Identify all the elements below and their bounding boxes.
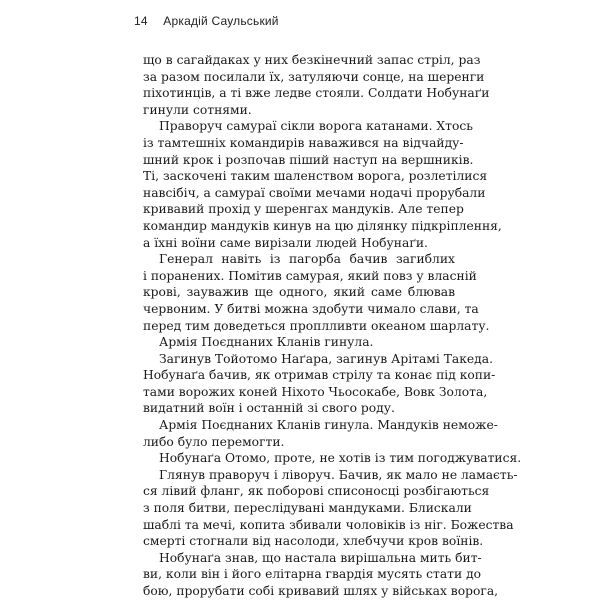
running-head bbox=[134, 14, 279, 28]
text-line: шний крок і розпочав піший наступ на вершників. bbox=[143, 152, 474, 167]
text-line: бою, прорубати собі кривавий шлях у військах ворога, bbox=[143, 584, 499, 598]
text-line: навсібіч, а самураї своїми мечами нодачі прорубали bbox=[143, 185, 486, 200]
text-line: за разом посилали їх, затуляючи сонце, на шеренги bbox=[143, 69, 485, 84]
text-line: ви, коли він і його елітарна гвардія мусять стати до bbox=[143, 567, 482, 582]
text-line: Армія Поєднаних Кланів гинула. Мандуків неможе- bbox=[159, 418, 498, 433]
paragraph bbox=[143, 351, 496, 417]
text-line: шаблі та мечі, копита збивали чоловіків із ніг. Божества bbox=[143, 517, 514, 532]
text-line: Генерал навіть із пагорба бачив загиблих bbox=[159, 252, 455, 267]
text-line: командир мандуків кинув на цю ділянку підкріплення, bbox=[143, 218, 502, 233]
text-line: піхотинців, а ті вже ледве стояли. Солдати Нобунаґи bbox=[143, 86, 490, 101]
paragraph bbox=[143, 118, 502, 251]
page-number: 14 bbox=[134, 14, 148, 28]
paragraph bbox=[143, 450, 522, 467]
text-line: з поля битви, переслідувані мандуками. Блискали bbox=[143, 501, 472, 516]
paragraph bbox=[143, 334, 455, 351]
text-line: кривавий прохід у шеренгах мандуків. Але тепер bbox=[143, 202, 464, 217]
text-line: Армія Поєднаних Кланів гинула. bbox=[159, 335, 374, 350]
text-line: перед тим доведеться проплливти океаном шарлату. bbox=[143, 318, 490, 333]
text-line: із тамтешніх командирів наважився на відчайду- bbox=[143, 135, 464, 150]
text-line: либо було перемогти. bbox=[143, 434, 285, 449]
text-line: і поранених. Помітив самурая, який повз у власній bbox=[143, 268, 477, 283]
text-line: що в сагайдаках у них безкінечний запас стріл, раз bbox=[143, 53, 481, 67]
text-line: червоним. У битві можна здобути чимало слави, та bbox=[143, 301, 479, 316]
text-line: Загинув Тойотомо Наґара, загинув Арітамі Такеда. bbox=[159, 351, 493, 366]
text-line: видатний воїн і останній зі свого роду. bbox=[143, 401, 395, 416]
text-line: Праворуч самураї сікли ворога катанами. Хтось bbox=[159, 119, 473, 134]
text-line: крові, зауважив ще одного, який саме блював bbox=[143, 285, 455, 300]
text-line: Ті, заскочені таким шаленством ворога, розлетілися bbox=[143, 169, 488, 184]
paragraph bbox=[143, 52, 490, 118]
paragraph bbox=[143, 550, 499, 600]
paragraph bbox=[143, 467, 518, 550]
text-line: Нобунаґа знав, що настала вирішальна мить бит- bbox=[159, 550, 482, 565]
text-line: а їхні воїни саме вирізали людей Нобунаґи. bbox=[143, 235, 428, 250]
text-line: гинули сотнями. bbox=[143, 102, 252, 117]
body-text bbox=[143, 52, 522, 600]
text-line: Нобунаґа Отомо, проте, не хотів із тим погоджуватися. bbox=[159, 451, 522, 466]
text-line: Нобунаґа бачив, як отримав стрілу та конає під копи- bbox=[143, 368, 496, 383]
author-name: Аркадій Саульський bbox=[163, 14, 279, 28]
paragraph bbox=[143, 251, 490, 334]
text-line: тами ворожих коней Ніхото Чьосокабе, Вовк Золота, bbox=[143, 384, 488, 399]
text-line: смерті стогнали від насолоди, хлебчучи кров воїнів. bbox=[143, 534, 484, 549]
text-line: ся лівий фланг, як поборові списоносці розбігаються bbox=[143, 484, 490, 499]
text-line: Глянув праворуч і ліворуч. Бачив, як мало не ламаєть- bbox=[159, 467, 518, 482]
paragraph bbox=[143, 417, 498, 450]
